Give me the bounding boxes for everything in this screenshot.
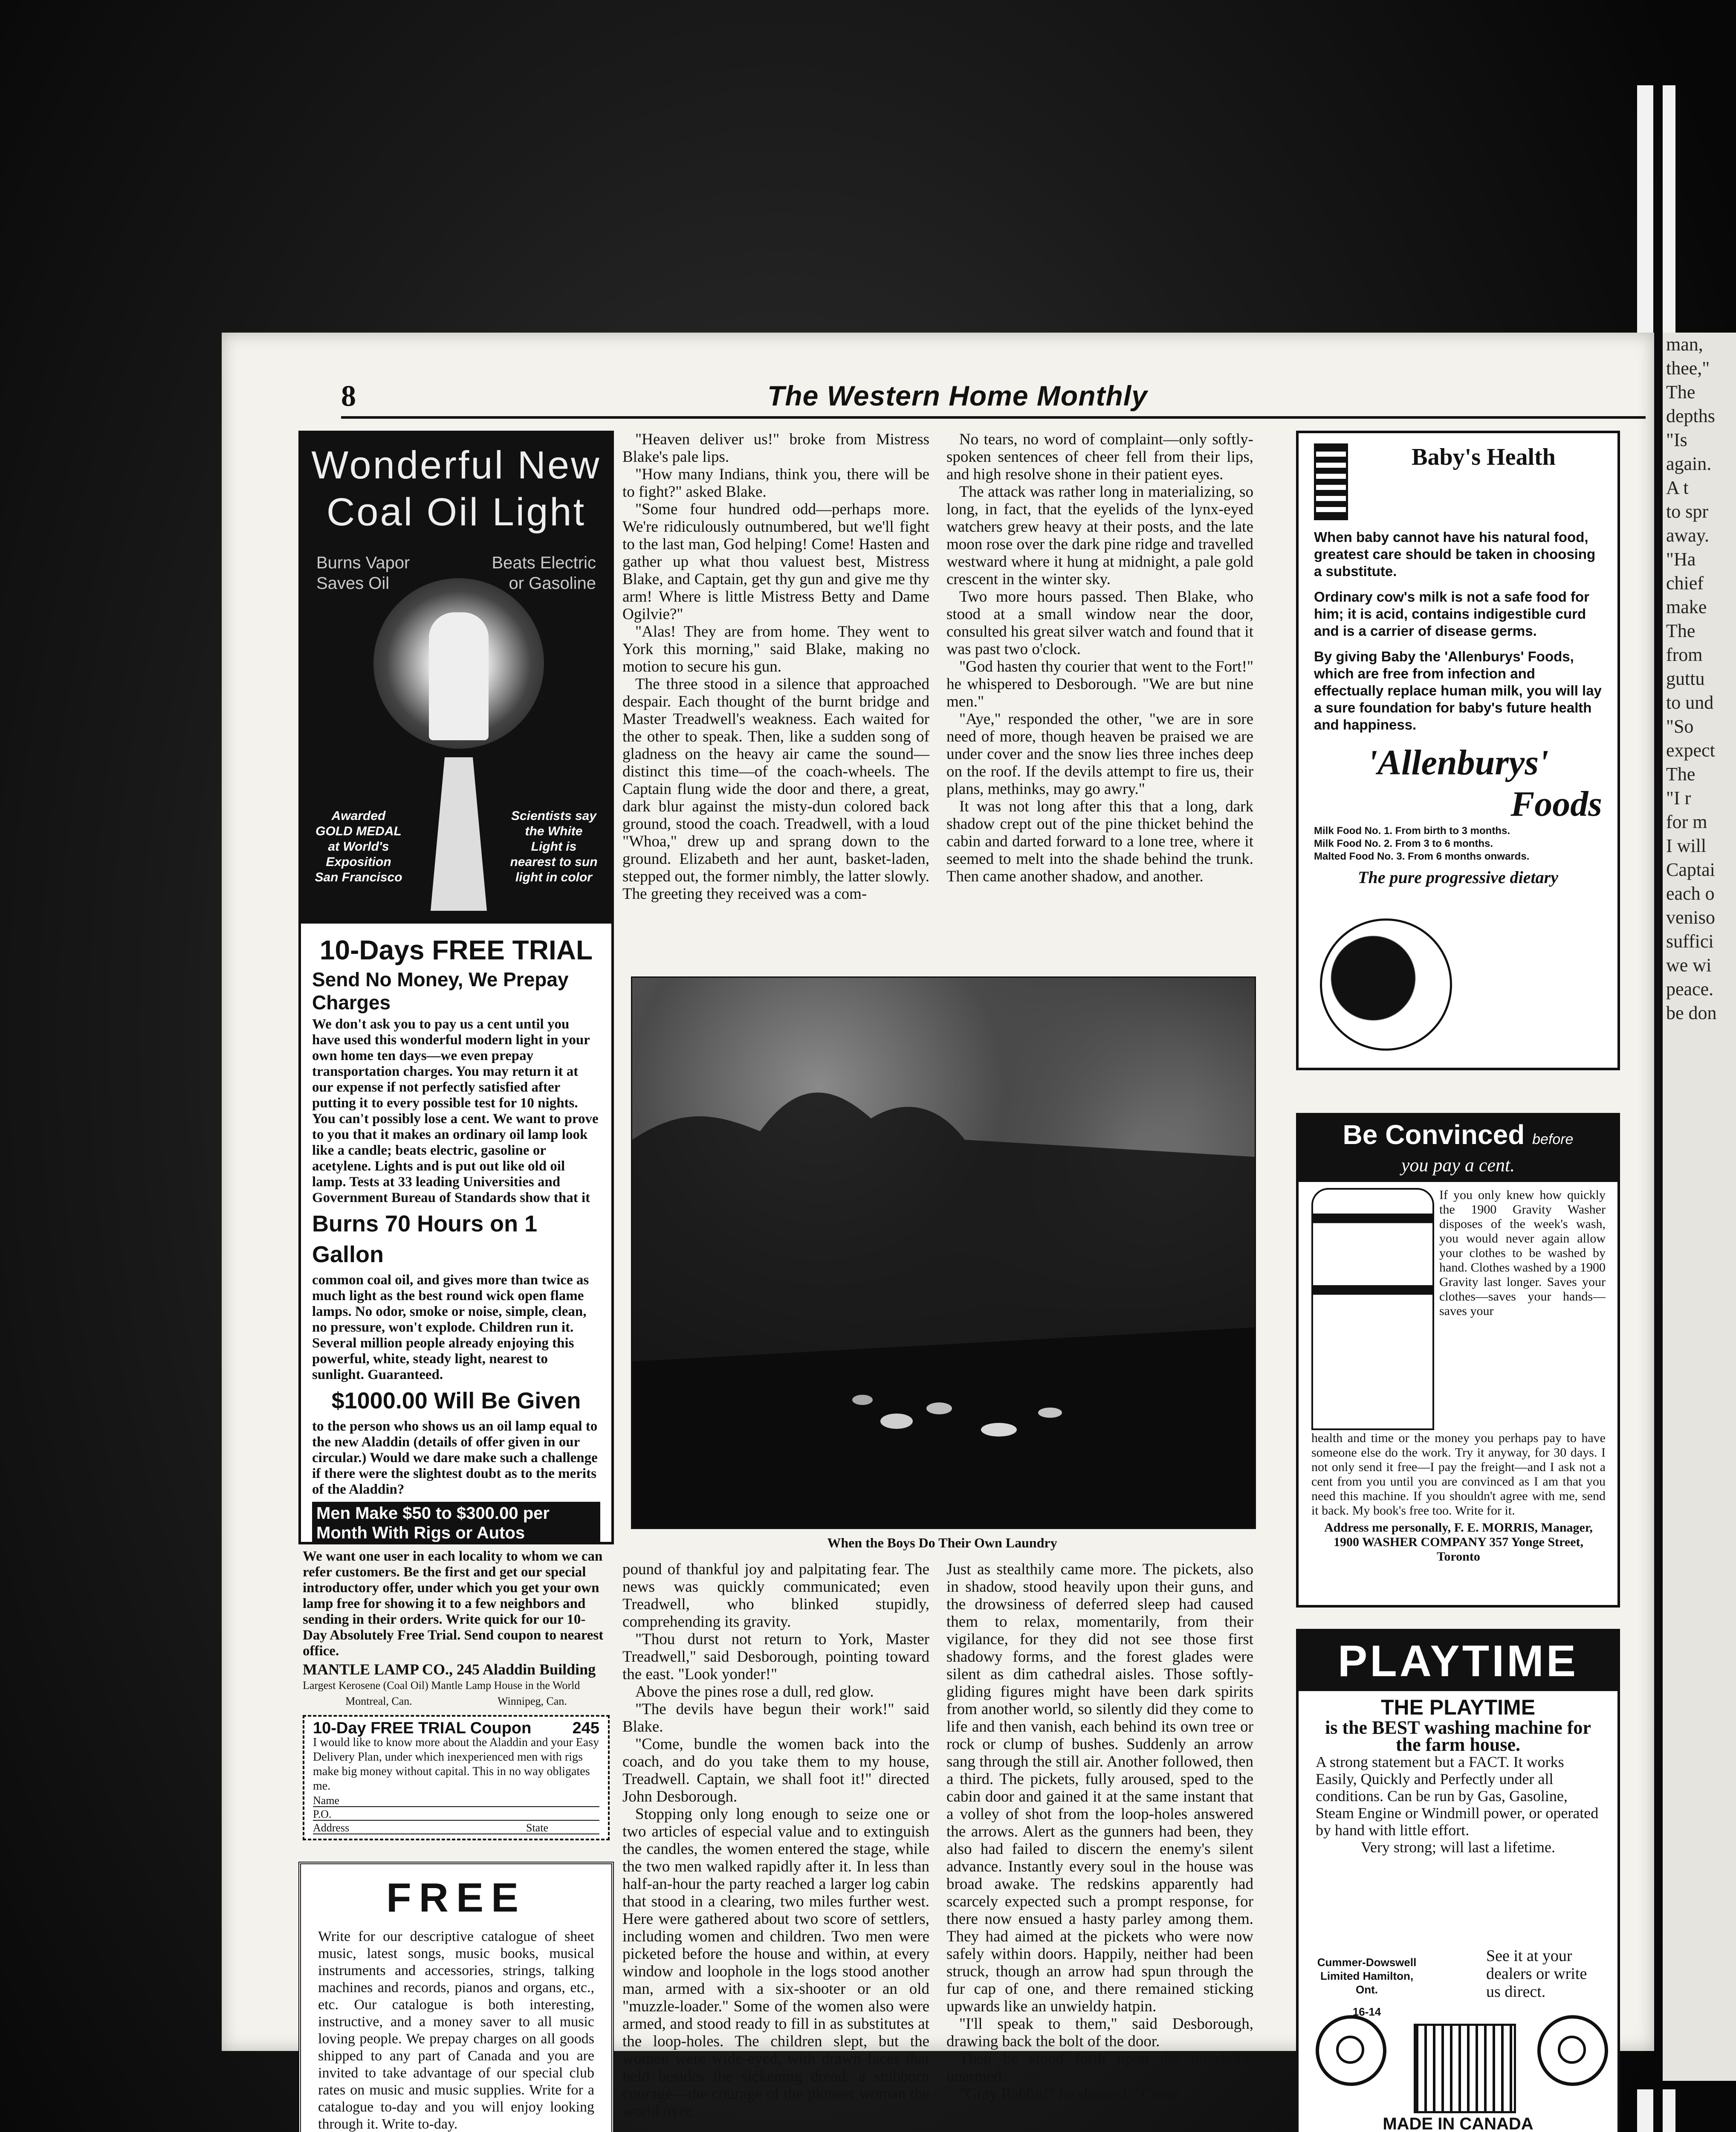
adjacent-page-fragment: make	[1666, 597, 1707, 617]
washer-copy-2-text: health and time or the money you perhaps pay to have someone else do the work. Try it anyway, for 30 days. I not only send it free—I pay the freight—and I ask not a cent from you until you are convinced as I am that you need this machine. If you shouldn't agree with me, send it back. My book's free too. Write for it.	[1311, 1431, 1606, 1518]
lamp-paragraph-2: common coal oil, and gives more than twice as much light as the best round wick open flame lamps. No odor, smoke or noise, simple, clean, no pressure, won't explode. Children run it. Several million people already enjoying this powerful, white, steady light, nearest to sunlight. Guaranteed.	[312, 1272, 589, 1382]
washer-copy-1: If you only knew how quickly the 1900 Gravity Washer disposes of the week's wash, you would never again allow your clothes to be washed by hand. Clothes washed by a 1900 Gravity last longer. Saves your clothes—saves your hands—saves your	[1439, 1188, 1606, 1318]
lamp-paragraph-6: We want one user in each locality to whom we can refer customers. Be the first and get our special introductory offer, under which you get your own lamp free for showing it to a few neighbors and sending in their orders. Write quick for our 10-Day Absolutely Free Trial. Send coupon to nearest office.	[303, 1549, 604, 1659]
free-ad-title: FREE	[386, 1875, 527, 1921]
playtime-code: 16-14	[1352, 2005, 1381, 2018]
adjacent-page-fragment: to und	[1666, 692, 1714, 713]
lamp-ad-title: Wonderful New Coal Oil Light	[311, 443, 601, 534]
right-ad-column	[1296, 431, 1620, 2132]
adjacent-page-fragment: expect	[1666, 740, 1715, 761]
white-light-label: Scientists say the White Light is nearest to sun light in color	[510, 809, 598, 884]
lamp-ad-continued	[298, 1544, 614, 1840]
story-paragraph: "Aye," responded the other, "we are in sore need of more, though heaven be praised we are under cover and the snow lies three inches deep on the roof. If the devils attempt to fire us, their plans, methinks, may go awry."	[946, 710, 1253, 798]
mother-child-icon	[1320, 918, 1452, 1051]
adjacent-page-fragment: "Ha	[1666, 549, 1696, 570]
adjacent-page-fragment: guttu	[1666, 668, 1705, 689]
playtime-line2: Very strong; will last a lifetime.	[1361, 1839, 1555, 1856]
adjacent-page-fragment: The	[1666, 764, 1695, 785]
playtime-title: PLAYTIME	[1299, 1631, 1617, 1691]
coupon-number: 245	[572, 1719, 599, 1737]
washer-headline-before: before	[1532, 1131, 1574, 1147]
burns-heading: Burns 70 Hours on 1 Gallon	[312, 1211, 538, 1267]
story-paragraph: "God hasten thy courier that went to the Fort!" he whispered to Desborough. "We are but nine men."	[946, 658, 1253, 710]
allenburys-paragraph: By giving Baby the 'Allenburys' Foods, which are free from infection and effectually replace human milk, you will lay a sure foundation for baby's future health and happiness.	[1314, 649, 1602, 733]
story-column-2	[946, 431, 1253, 885]
playtime-subtitle: THE PLAYTIME	[1380, 1695, 1536, 1719]
gold-medal-label: Awarded GOLD MEDAL at World's Exposition San Francisco	[315, 809, 402, 884]
lamp-cities	[303, 1693, 610, 1709]
adjacent-page-fragment: "So	[1666, 716, 1694, 737]
page-number: 8	[341, 380, 356, 413]
story-paragraph: No tears, no word of complaint—only softly-spoken sentences of cheer fell from their lips, and high resolve shone in their patient eyes.	[946, 431, 1253, 483]
aladdin-lamp-ad	[298, 431, 614, 1544]
adjacent-page-fragment: veniso	[1666, 907, 1715, 928]
playtime-body: A strong statement but a FACT. It works Easily, Quickly and Perfectly under all conditions. Can be run by Gas, Gasoline, Steam Engine or Windmill power, or operated by hand with little effort.	[1316, 1753, 1599, 1839]
lamp-tagline-right: Beats Electric or Gasoline	[492, 553, 596, 593]
running-head	[341, 379, 1646, 414]
tree-silhouette-icon	[632, 978, 1255, 1528]
allenburys-brand: 'Allenburys'	[1367, 743, 1549, 782]
lamp-ad-banner	[301, 433, 611, 924]
allenburys-paragraph: Ordinary cow's milk is not a safe food for him; it is acid, contains indigestible curd and is a carrier of disease germs.	[1314, 589, 1589, 639]
story-column-4	[946, 1561, 1253, 2103]
story-paragraph: "Thou durst not return to York, Master Treadwell," said Desborough, pointing toward the east. "Look yonder!"	[622, 1631, 929, 1683]
adjacent-page-fragment: The	[1666, 382, 1695, 403]
newspaper-page	[222, 333, 1654, 2132]
story-paragraph: The attack was rather long in materializing, so long, in fact, that the eyelids of the lynx-eyed watchers grew heavy at their posts, and the late moon rose over the dark pine ridge and travelled westward where it hung at midnight, a pale gold crescent in the winter sky.	[946, 483, 1253, 588]
story-column-1	[622, 431, 929, 903]
left-ad-column	[298, 431, 614, 2132]
coupon-text: I would like to know more about the Aladdin and your Easy Delivery Plan, under which inexperienced men with rigs make big money without capital. This in no way obligates me.	[313, 1736, 599, 1793]
playtime-ad	[1296, 1629, 1620, 2132]
foods-list-item: Malted Food No. 3. From 6 months onwards.	[1314, 851, 1530, 862]
made-in-canada: MADE IN CANADA	[1383, 2115, 1533, 2132]
adjacent-page-fragment: for m	[1666, 811, 1707, 832]
story-paragraph: "Gray Rabbit!" he shouted, "Come	[959, 2085, 1179, 2103]
lamp-city: Winnipeg, Can.	[498, 1695, 567, 1707]
washer-headline	[1299, 1120, 1617, 1154]
story-paragraph: The three stood in a silence that approached despair. Each thought of the burnt bridge and Master Treadwell's weakness. Each waited for the other to speak. Then, like a sudden song of gladness on the heavy air came the sound—distinct this time—of the coach-wheels. The Captain flung wide the door and there, a great, dark blur against the misty-dun colored back ground, stood the coach. Treadwell, with a loud "Whoa," drew up and sprang down to the ground. Elizabeth and her aunt, basket-laden, stepped out, the former nimbly, the latter slowly. The greeting they received was a com-	[622, 675, 929, 903]
story-paragraph: Just as stealthily came more. The pickets, also in shadow, stood heavily upon their guns, and the drowsiness of deferred sleep had caused them to relax, momentarily, from their vigilance, for they did not see those first shadowy forms, and the forest glades were silent as dim cathedral aisles. Those softly-gliding figures might have been dark spirits from another world, so silently did they come to life and then vanish, each behind its own tree or rock or clump of bushes. Suddenly an arrow sang through the still air. Another followed, then a third. The pickets, fully aroused, sped to the cabin door and gained it at the same instant that a volley of shot from the loop-holes answered the arrows. Alert as the gunners had been, they also had failed to discern the enemy's silent advance. Instantly every soul in the house was broad awake. The redskins apparently had scarcely expected such a prompt response, for there now ensued a hasty parley among them. They had aimed at the pickets who were now safely within doors. Happily, neither had been struck, though an arrow had spun through the fur cap of one, and there remained sticking upwards like an unwieldy hatpin.	[946, 1561, 1253, 2015]
coupon-field-address-row[interactable]	[313, 1821, 599, 1834]
adjacent-page-fragment: peace.	[1666, 979, 1714, 999]
adjacent-page-fragment: each o	[1666, 883, 1715, 904]
lamp-company: MANTLE LAMP CO., 245 Aladdin Building	[303, 1661, 596, 1678]
foods-list-item: Milk Food No. 2. From 3 to 6 months.	[1314, 838, 1493, 849]
food-tin-icon	[1314, 443, 1348, 520]
masthead: The Western Home Monthly	[767, 380, 1148, 411]
coupon-field-po[interactable]: P.O.	[313, 1807, 599, 1821]
men-make-box: Men Make $50 to $300.00 per Month With Rigs or Autos	[312, 1502, 600, 1544]
story-paragraph: Then he stood forth upon the threshold, unarmed.	[946, 2050, 1253, 2085]
story-paragraph: "Alas! They are from home. They went to York this morning," said Blake, making no motion to secure his gun.	[622, 623, 929, 675]
lamp-ad-copy	[301, 924, 611, 1544]
foods-list-item: Milk Food No. 1. From birth to 3 months.	[1314, 825, 1510, 837]
lamp-chimney-icon	[429, 612, 489, 740]
free-trial-heading: 10-Days FREE TRIAL	[319, 935, 593, 965]
story-paragraph: It was not long after this that a long, dark shadow crept out of the pine thicket behind the cabin and darted forward to a lone tree, where it seemed to melt into the shade behind the trunk. Then came another shadow, and another.	[946, 798, 1253, 885]
lamp-city: Montreal, Can.	[345, 1695, 412, 1707]
coupon-field-state: State	[526, 1822, 548, 1834]
lamp-paragraph-1: We don't ask you to pay us a cent until you have used this wonderful modern light in your own home ten days—we even prepay transportation charges. You may return it at our expense if not perfectly satisfied after putting it to every possible test for 10 nights. You can't possibly lose a cent. We want to prove to you that it makes an ordinary oil lamp look like a candle; beats electric, gasoline or acetylene. Lights and is put out like old oil lamp. Tests at 33 leading Universities and Government Bureau of Standards show that it	[312, 1017, 599, 1205]
allenburys-copy	[1314, 529, 1602, 733]
photo-caption: When the Boys Do Their Own Laundry	[827, 1535, 1057, 1550]
lamp-paragraph-3: to the person who shows us an oil lamp equal to the new Aladdin (details of offer given in our circular.) Would we dare make such a challenge if there were the slightest doubt as to the merits of the Aladdin?	[312, 1419, 598, 1497]
story-paragraph: "Heaven deliver us!" broke from Mistress Blake's pale lips.	[622, 431, 929, 466]
washer-copy-2	[1311, 1431, 1606, 1564]
adjacent-page-fragment: we wi	[1666, 955, 1712, 976]
adjacent-page-fragment: I will	[1666, 835, 1707, 856]
washer-address: Address me personally, F. E. MORRIS, Manager, 1900 WASHER COMPANY 357 Yonge Street, Toronto	[1324, 1521, 1593, 1564]
foods-list	[1314, 825, 1602, 863]
adjacent-page-fragment: to spr	[1666, 501, 1708, 522]
adjacent-page-fragment: A t	[1666, 477, 1689, 498]
allenburys-foods: Foods	[1510, 784, 1602, 824]
story-paragraph: "The devils have begun their work!" said Blake.	[622, 1700, 929, 1735]
adjacent-page-fragment: Captai	[1666, 859, 1715, 880]
adjacent-page-fragment: away.	[1666, 525, 1709, 546]
gravity-washer-ad	[1296, 1113, 1620, 1608]
allenburys-title: Baby's Health	[1412, 444, 1556, 470]
coupon-title	[313, 1721, 599, 1735]
adjacent-page-fragment: suffici	[1666, 931, 1714, 952]
free-ad-body: Write for our descriptive catalogue of sheet music, latest songs, music books, musical instruments and accessories, strings, talking machines and records, pianos and organs, etc., etc. Our catalogue is both interesting, instructive, and a money saver to all music loving people. We prepay charges on all goods shipped to any part of Canada and you are invited to take advantage of our special club rates on music and music supplies. Write for a catalogue to-day and you will enjoy looking through it. Write to-day.	[318, 1929, 594, 2132]
allenburys-ad	[1296, 431, 1620, 1070]
coupon-field-name[interactable]: Name	[313, 1793, 599, 1807]
story-paragraph: Two more hours passed. Then Blake, who stood at a small window near the door, consulted his great silver watch and found that it was past two o'clock.	[946, 588, 1253, 658]
washing-machine-icon	[1414, 2024, 1516, 2113]
washer-header	[1299, 1115, 1617, 1182]
adjacent-page-fragment: The	[1666, 620, 1695, 641]
playtime-see: See it at your dealers or write us direct.	[1486, 1947, 1587, 2001]
coupon-heading: 10-Day FREE TRIAL Coupon	[313, 1719, 532, 1737]
adjacent-page-fragment: be don	[1666, 1002, 1717, 1023]
adjacent-page-fragment: from	[1666, 644, 1703, 665]
story-paragraph: pound of thankful joy and palpitating fear. The news was quickly communicated; even Treadwell, who blinked stupidly, comprehending its gravity.	[622, 1561, 929, 1631]
adjacent-page-fragment: man,	[1666, 334, 1703, 355]
allenburys-tagline: The pure progressive dietary	[1358, 868, 1558, 887]
adjacent-page-fragment: "I r	[1666, 788, 1691, 808]
adjacent-page-fragment: depths	[1666, 406, 1715, 426]
coupon-field-address: Address	[313, 1822, 350, 1834]
trial-coupon[interactable]	[303, 1715, 610, 1840]
allenburys-paragraph: When baby cannot have his natural food, greatest care should be taken in choosing a substitute.	[1314, 529, 1596, 579]
austen-music-ad	[298, 1862, 614, 2132]
lamp-company-line: Largest Kerosene (Coal Oil) Mantle Lamp House in the World	[303, 1679, 580, 1692]
header-rule	[341, 416, 1646, 419]
story-paragraph: "I'll speak to them," said Desborough, drawing back the bolt of the door.	[946, 2015, 1253, 2050]
story-column-3	[622, 1561, 929, 2120]
laundry-photo	[631, 976, 1256, 1529]
gear-icon	[1537, 2015, 1608, 2086]
playtime-maker-name: Cummer-Dowswell Limited Hamilton, Ont.	[1317, 1956, 1417, 1996]
washing-machine-icon	[1311, 1188, 1434, 1430]
no-money-heading: Send No Money, We Prepay Charges	[312, 968, 569, 1014]
story-paragraph: "Come, bundle the women back into the coach, and do you take them to my house, Treadwell. Captain, we shall foot it!" directed John Desborough.	[622, 1735, 929, 1805]
story-paragraph: Stopping only long enough to seize one or two articles of especial value and to extinguish the candles, the women entered the stage, while the two men walked rapidly after it. In less than half-an-hour the party reached a larger log cabin that stood in a clearing, two miles further west. Here were gathered about two score of settlers, including women and children. Two men were picketed before the house and within, at every window and loophole in the logs stood another man, armed with a six-shooter or an old "muzzle-loader." Some of the women also were armed, and stood ready to fill in as substitutes at the loop-holes. The children slept, but the women were wide-eyed, with drawn faces that held besides the sickening dread, a stubborn courage—the courage of the pioneer woman the world over.	[622, 1805, 929, 2120]
adjacent-page-fragment: chief	[1666, 573, 1704, 594]
gear-icon	[1316, 2015, 1386, 2086]
reward-heading: $1000.00 Will Be Given	[331, 1388, 581, 1414]
washer-subhead: you pay a cent.	[1401, 1155, 1515, 1176]
playtime-maker	[1316, 1955, 1418, 2019]
playtime-copy	[1299, 1719, 1617, 1856]
adjacent-page-fragment: thee,"	[1666, 358, 1710, 379]
lamp-tagline-left: Burns Vapor Saves Oil	[316, 553, 410, 593]
washer-headline-main: Be Convinced	[1343, 1119, 1525, 1150]
adjacent-page-fragment: "Is	[1666, 429, 1687, 450]
lamp-stand-icon	[412, 757, 506, 911]
allenburys-header	[1314, 443, 1602, 520]
adjacent-page-fragment: again.	[1666, 453, 1712, 474]
playtime-line1: is the BEST washing machine for the farm house.	[1325, 1717, 1591, 1755]
story-paragraph: Above the pines rose a dull, red glow.	[635, 1683, 874, 1700]
adjacent-page-strip	[1663, 333, 1736, 2081]
story-paragraph: "Some four hundred odd—perhaps more. We're ridiculously outnumbered, but we'll fight to the last man, God helping! Come! Hasten and gather up what thou valuest best, Mistress Blake, and Captain, get thy gun and give me thy arm! Where is little Mistress Betty and Dame Ogilvie?"	[622, 501, 929, 623]
story-paragraph: "How many Indians, think you, there will be to fight?" asked Blake.	[622, 466, 929, 501]
